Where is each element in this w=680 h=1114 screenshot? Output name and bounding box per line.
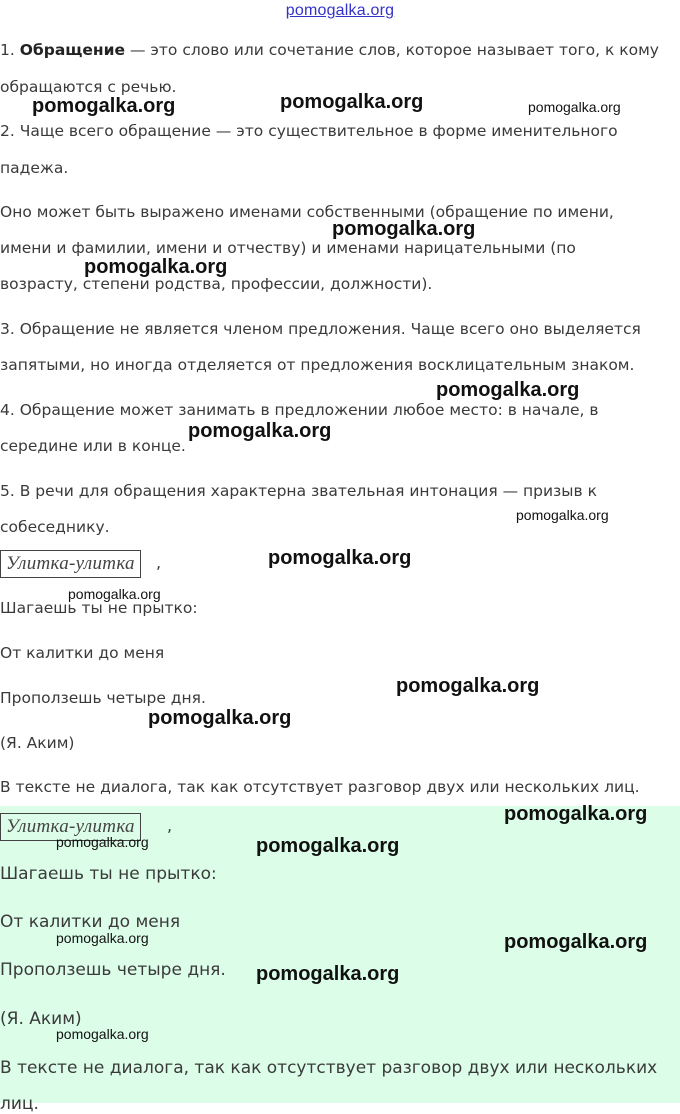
- watermark: pomogalka.org: [516, 507, 609, 523]
- boxed-address: Улитка-улитка: [0, 550, 141, 578]
- watermark: pomogalka.org: [280, 91, 424, 113]
- term-obrashchenie: Обращение: [19, 41, 126, 59]
- watermark: pomogalka.org: [56, 930, 149, 946]
- rule-3-line-1: 3. Обращение не является членом предложения. Чаще всего оно выделяется: [0, 320, 641, 338]
- answer-boxed-address: Улитка-улитка: [0, 813, 141, 841]
- watermark: pomogalka.org: [68, 586, 161, 602]
- answer-address-comma: ,: [167, 816, 173, 835]
- poem-line-2: От калитки до меня: [0, 644, 165, 662]
- answer-conclusion-line-2: лиц.: [0, 1094, 39, 1114]
- watermark: pomogalka.org: [56, 1026, 149, 1042]
- poem-line-3: Проползешь четыре дня.: [0, 689, 206, 707]
- poem-conclusion: В тексте не диалога, так как отсутствует разговор двух или нескольких лиц.: [0, 778, 640, 796]
- rule-2-para-line-3: возрасту, степени родства, профессии, должности).: [0, 275, 433, 293]
- rule-2-para-line-2: имени и фамилии, имени и отчеству) и именами нарицательными (по: [0, 239, 576, 257]
- watermark: pomogalka.org: [256, 963, 400, 985]
- answer-conclusion-line-1: В тексте не диалога, так как отсутствует разговор двух или нескольких: [0, 1058, 658, 1078]
- answer-line-3: Проползешь четыре дня.: [0, 960, 226, 980]
- poem-line-1: Шагаешь ты не прытко:: [0, 599, 198, 617]
- rule-1-line-1: [0, 40, 659, 60]
- rule-1-text: — это слово или сочетание слов, которое называет того, к кому: [125, 41, 659, 59]
- watermark: pomogalka.org: [332, 218, 476, 240]
- rule-1-number: 1.: [0, 41, 15, 59]
- site-link[interactable]: pomogalka.org: [285, 2, 395, 19]
- watermark: pomogalka.org: [148, 707, 292, 729]
- rule-4-line-2: середине или в конце.: [0, 437, 186, 455]
- rule-3-line-2: запятыми, но иногда отделяется от предложения восклицательным знаком.: [0, 356, 635, 374]
- watermark: pomogalka.org: [528, 99, 621, 115]
- answer-line-1: Шагаешь ты не прытко:: [0, 864, 217, 884]
- rule-4-line-1: 4. Обращение может занимать в предложении любое место: в начале, в: [0, 401, 599, 419]
- watermark: pomogalka.org: [268, 547, 412, 569]
- rule-2-line-1: 2. Чаще всего обращение — это существительное в форме именительного: [0, 122, 618, 140]
- watermark: pomogalka.org: [188, 420, 332, 442]
- rule-5-line-2: собеседнику.: [0, 518, 110, 536]
- watermark: pomogalka.org: [396, 675, 540, 697]
- watermark: pomogalka.org: [436, 379, 580, 401]
- watermark: pomogalka.org: [84, 256, 228, 278]
- rule-1-line-2: обращаются с речью.: [0, 78, 177, 96]
- watermark: pomogalka.org: [256, 835, 400, 857]
- answer-author: (Я. Аким): [0, 1009, 82, 1029]
- rule-2-line-2: падежа.: [0, 159, 69, 177]
- watermark: pomogalka.org: [504, 803, 648, 825]
- watermark: pomogalka.org: [504, 931, 648, 953]
- rule-2-para-line-1: Оно может быть выражено именами собственными (обращение по имени,: [0, 203, 614, 221]
- poem-author: (Я. Аким): [0, 734, 75, 752]
- answer-line-2: От калитки до меня: [0, 912, 181, 932]
- address-comma: ,: [156, 553, 162, 572]
- rule-5-line-1: 5. В речи для обращения характерна звательная интонация — призыв к: [0, 482, 597, 500]
- watermark: pomogalka.org: [32, 95, 176, 117]
- watermark: pomogalka.org: [56, 834, 149, 850]
